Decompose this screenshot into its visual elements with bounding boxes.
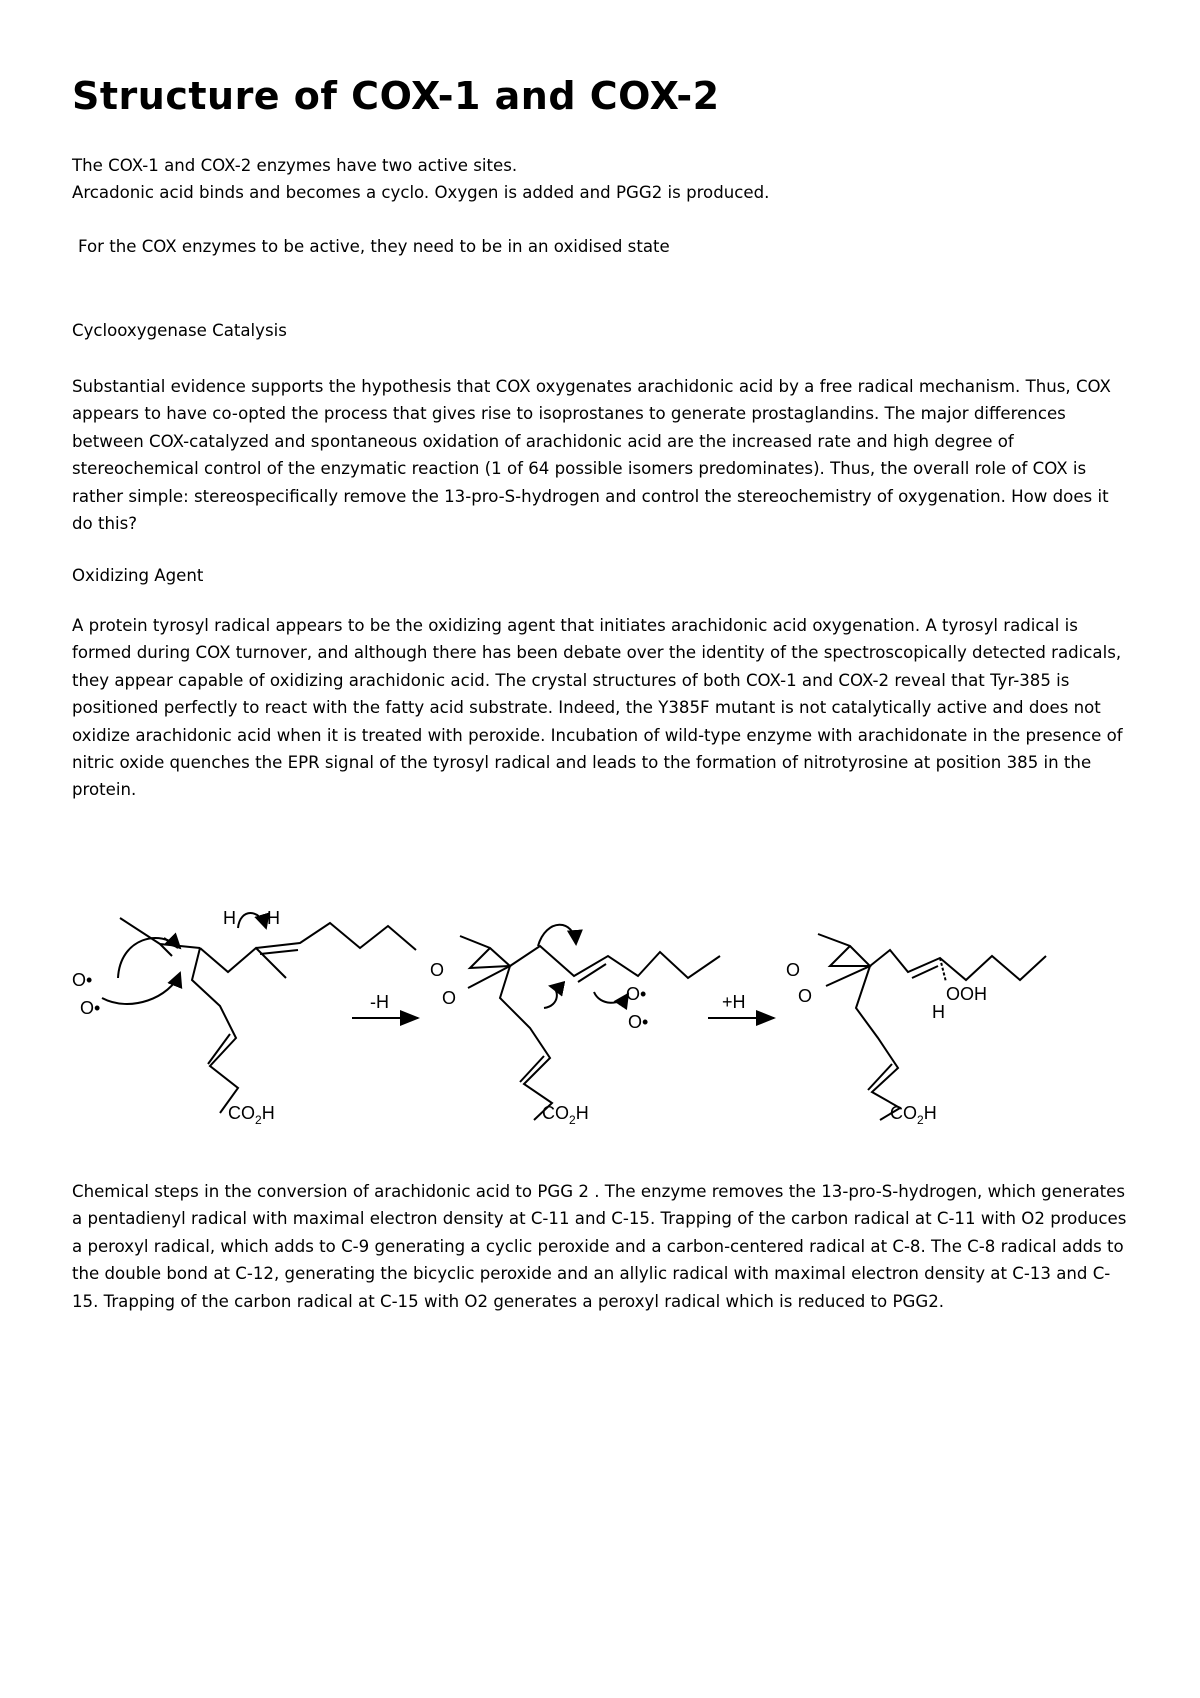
co2h-text-2: CO [542, 1103, 569, 1123]
svg-text:CO2H [542, 1103, 589, 1127]
ring-oxygen-2a: O [430, 960, 445, 980]
peroxyl-oxygen-2b: O• [628, 1012, 649, 1032]
svg-text:CO2H [228, 1103, 275, 1127]
ring-oxygen-2b: O [442, 988, 457, 1008]
ooh-label: OOH [946, 984, 988, 1004]
co2h-end-2: H [575, 1103, 589, 1123]
reaction-arrow-2-label: +H [722, 992, 746, 1012]
tyrosyl-radical [72, 970, 100, 1018]
hydroperoxide-label [932, 984, 987, 1022]
h-label: H [932, 1002, 945, 1022]
co2h-subscript-3: 2 [917, 1113, 924, 1127]
ring-oxygen-3a: O [786, 960, 801, 980]
molecule-arachidonic-acid [120, 918, 416, 1113]
co2h-subscript-2: 2 [569, 1113, 576, 1127]
page-title: Structure of COX-1 and COX-2 [72, 74, 720, 118]
reaction-arrow-2 [708, 992, 774, 1018]
reaction-arrow-1-label: -H [370, 992, 389, 1012]
svg-text:CO2H [890, 1103, 937, 1127]
reaction-arrow-1 [352, 992, 418, 1018]
electron-arrows-2 [538, 925, 628, 1008]
molecule-intermediate [460, 936, 720, 1120]
radical-oxygen-label-2: O• [80, 998, 101, 1018]
hydrogen-label-b: H [267, 908, 280, 928]
intro-line-1: The COX-1 and COX-2 enzymes have two active sites. [72, 156, 518, 175]
co2h-text-3: CO [890, 1103, 917, 1123]
co2h-end-1: H [261, 1103, 275, 1123]
intro-line-3: For the COX enzymes to be active, they need to be in an oxidised state [78, 237, 670, 256]
peroxyl-oxygen-2a: O• [626, 984, 647, 1004]
section-body-catalysis: Substantial evidence supports the hypothesis that COX oxygenates arachidonic acid by a free radical mechanism. Thus, COX appears to have co-opted the process that gives rise to isoprostanes to generate prostaglandins. The major differences between COX-catalyzed and spontaneous oxidation of arachidonic acid are the increased rate and high degree of stereochemical control of the enzymatic reaction (1 of 64 possible isomers predominates). Thus, the overall role of COX is rather simple: stereospecifically remove the 13-pro-S-hydrogen and control the stereochemistry of oxygenation. How does it do this? [72, 377, 1111, 534]
molecule-pgg2 [818, 934, 1046, 1120]
ring-oxygen-3b: O [798, 986, 813, 1006]
co2h-end-3: H [923, 1103, 937, 1123]
carboxylic-acid-label-3 [890, 1103, 937, 1127]
intro-line-2: Arcadonic acid binds and becomes a cyclo. Oxygen is added and PGG2 is produced. [72, 183, 770, 202]
electron-arrows-1 [102, 913, 266, 1004]
section-heading-oxidizing-agent: Oxidizing Agent [72, 566, 204, 585]
figure-caption: Chemical steps in the conversion of arachidonic acid to PGG 2 . The enzyme removes the 13-pro-S-hydrogen, which generates a pentadienyl radical with maximal electron density at C-11 and C-15. Trapping of the carbon radical at C-11 with O2 produces a peroxyl radical, which adds to C-9 generating a cyclic peroxide and a carbon-centered radical at C-8. The C-8 radical adds to the double bond at C-12, generating the bicyclic peroxide and an allylic radical with maximal electron density at C-13 and C-15. Trapping of the carbon radical at C-15 with O2 generates a peroxyl radical which is reduced to PGG2. [72, 1182, 1127, 1311]
radical-oxygen-label-1: O• [72, 970, 93, 990]
carboxylic-acid-label-2 [542, 1103, 589, 1127]
ring-oxygen-labels-3 [786, 960, 812, 1006]
hydrogen-labels-1 [223, 908, 280, 928]
co2h-text-1: CO [228, 1103, 255, 1123]
reaction-scheme-svg [60, 888, 1140, 1128]
section-body-oxidizing-agent: A protein tyrosyl radical appears to be the oxidizing agent that initiates arachidonic acid oxygenation. A tyrosyl radical is formed during COX turnover, and although there has been debate over the identity of the spectroscopically detected radicals, they appear capable of oxidizing arachidonic acid. The crystal structures of both COX-1 and COX-2 reveal that Tyr-385 is positioned perfectly to react with the fatty acid substrate. Indeed, the Y385F mutant is not catalytically active and does not oxidize arachidonic acid when it is treated with peroxide. Incubation of wild-type enzyme with arachidonate in the presence of nitric oxide quenches the EPR signal of the tyrosyl radical and leads to the formation of nitrotyrosine at position 385 in the protein. [72, 616, 1123, 800]
reaction-scheme-figure [60, 888, 1140, 1128]
hydrogen-label-a: H [223, 908, 236, 928]
co2h-subscript-1: 2 [255, 1113, 262, 1127]
carboxylic-acid-label-1 [228, 1103, 275, 1127]
ring-oxygen-labels-2 [430, 960, 648, 1032]
section-heading-catalysis: Cyclooxygenase Catalysis [72, 321, 287, 340]
